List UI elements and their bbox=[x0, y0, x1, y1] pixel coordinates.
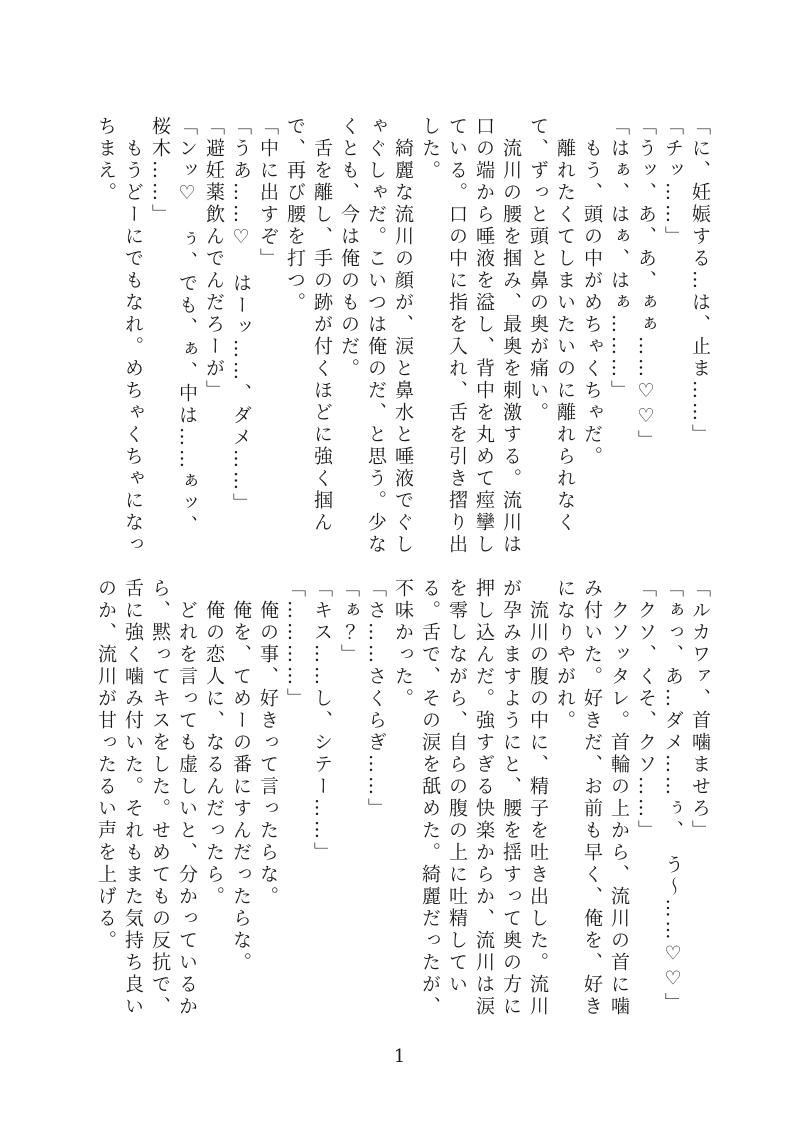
text-line: ている。口の中に指を入れ、舌を引き摺り出 bbox=[446, 116, 468, 556]
text-line: もう、頭の中がめちゃくちゃだ。 bbox=[581, 138, 603, 468]
text-line: のか、流川が甘ったるい声を上げる。 bbox=[95, 578, 117, 952]
text-line: どれを言っても虚しいと、分かっているか bbox=[176, 600, 198, 1018]
text-line: 俺を、てめーの番にすんだったらな。 bbox=[230, 600, 252, 974]
text-line: 「…………」 bbox=[284, 578, 306, 710]
text-line: み付いた。好きだ、お前も早く、俺を、好き bbox=[581, 578, 603, 1018]
text-line: 不味かった。 bbox=[392, 578, 414, 710]
text-line: ちまえ。 bbox=[95, 116, 117, 204]
text-line: になりやがれ。 bbox=[554, 578, 576, 732]
text-line: くとも、今は俺のものだ。 bbox=[338, 116, 360, 380]
text-line: 「うあ……♡ はーッ……、ダメ……」 bbox=[230, 116, 252, 515]
text-line: 俺の恋人に、なるんだったら。 bbox=[203, 600, 225, 908]
text-line: 「避妊薬飲んでんだろーが」 bbox=[203, 116, 225, 402]
text-line: 「はぁ、はぁ、はぁ………」 bbox=[608, 116, 630, 402]
text-line: が孕みますようにと、腰を揺すって奥の方に bbox=[500, 578, 522, 1018]
text-line: て、ずっと頭と鼻の奥が痛い。 bbox=[527, 116, 549, 424]
text-line: ゃぐしゃだ。こいつは俺のだ、と思う。少な bbox=[365, 116, 387, 556]
text-block-lower bbox=[92, 578, 713, 1028]
text-line: ら、黙ってキスをした。せめてもの反抗で、 bbox=[149, 578, 171, 1018]
text-line: した。 bbox=[419, 116, 441, 182]
text-line: 「に、妊娠する…は、止ま……」 bbox=[689, 116, 711, 446]
text-line: で、再び腰を打つ。 bbox=[284, 116, 306, 314]
text-line: 「さ……さくらぎ……」 bbox=[365, 578, 387, 820]
text-line: 「クソ、くそ、クソ……」 bbox=[635, 578, 657, 842]
text-line: る。舌で、その涙を舐めた。綺麗だったが、 bbox=[419, 578, 441, 1018]
text-line: 離れたくてしまいたいのに離れられなく bbox=[554, 138, 576, 534]
text-line: 「中に出すぞ」 bbox=[257, 116, 279, 270]
text-block-upper bbox=[92, 116, 713, 562]
text-line: 桜木……」 bbox=[149, 116, 171, 226]
text-line: 「ぁ？」 bbox=[338, 578, 360, 666]
text-line: を零しながら、自らの腹の上に吐精してい bbox=[446, 578, 468, 996]
text-line: 綺麗な流川の顔が、涙と鼻水と唾液でぐし bbox=[392, 138, 414, 556]
text-line: クソッタレ。首輪の上から、流川の首に噛 bbox=[608, 600, 630, 1018]
text-line: 「うッ、あ、あ、ぁぁ……♡♡」 bbox=[635, 116, 657, 452]
text-line: 押し込んだ。強すぎる快楽からか、流川は涙 bbox=[473, 578, 495, 1018]
text-line: 舌を離し、手の跡が付くほどに強く掴ん bbox=[311, 138, 333, 534]
text-line: 口の端から唾液を溢し、背中を丸めて痙攣し bbox=[473, 116, 495, 556]
page-number: 1 bbox=[393, 1046, 406, 1067]
text-line: 「キス……し、シテー……」 bbox=[311, 578, 333, 864]
text-line: 流川の腹の中に、精子を吐き出した。流川 bbox=[527, 600, 549, 1018]
text-line: もうどーにでもなれ。めちゃくちゃになっ bbox=[122, 138, 144, 556]
text-line: 「チッ……」 bbox=[662, 116, 684, 248]
text-line: 「ルカワァ、首噛ませろ」 bbox=[689, 578, 711, 842]
text-line: 舌に強く噛み付いた。それもまた気持ち良い bbox=[122, 578, 144, 1018]
text-line: 「ぁっ、あ…ダメ……ぅ、 う〜……♡♡」 bbox=[662, 578, 684, 1015]
text-line: 流川の腰を掴み、最奥を刺激する。流川は bbox=[500, 138, 522, 556]
text-line: 俺の事、好きって言ったらな。 bbox=[257, 600, 279, 908]
text-line: 「ンッ♡ ぅ、でも、ぁ、中は……ぁッ、 bbox=[176, 116, 198, 537]
